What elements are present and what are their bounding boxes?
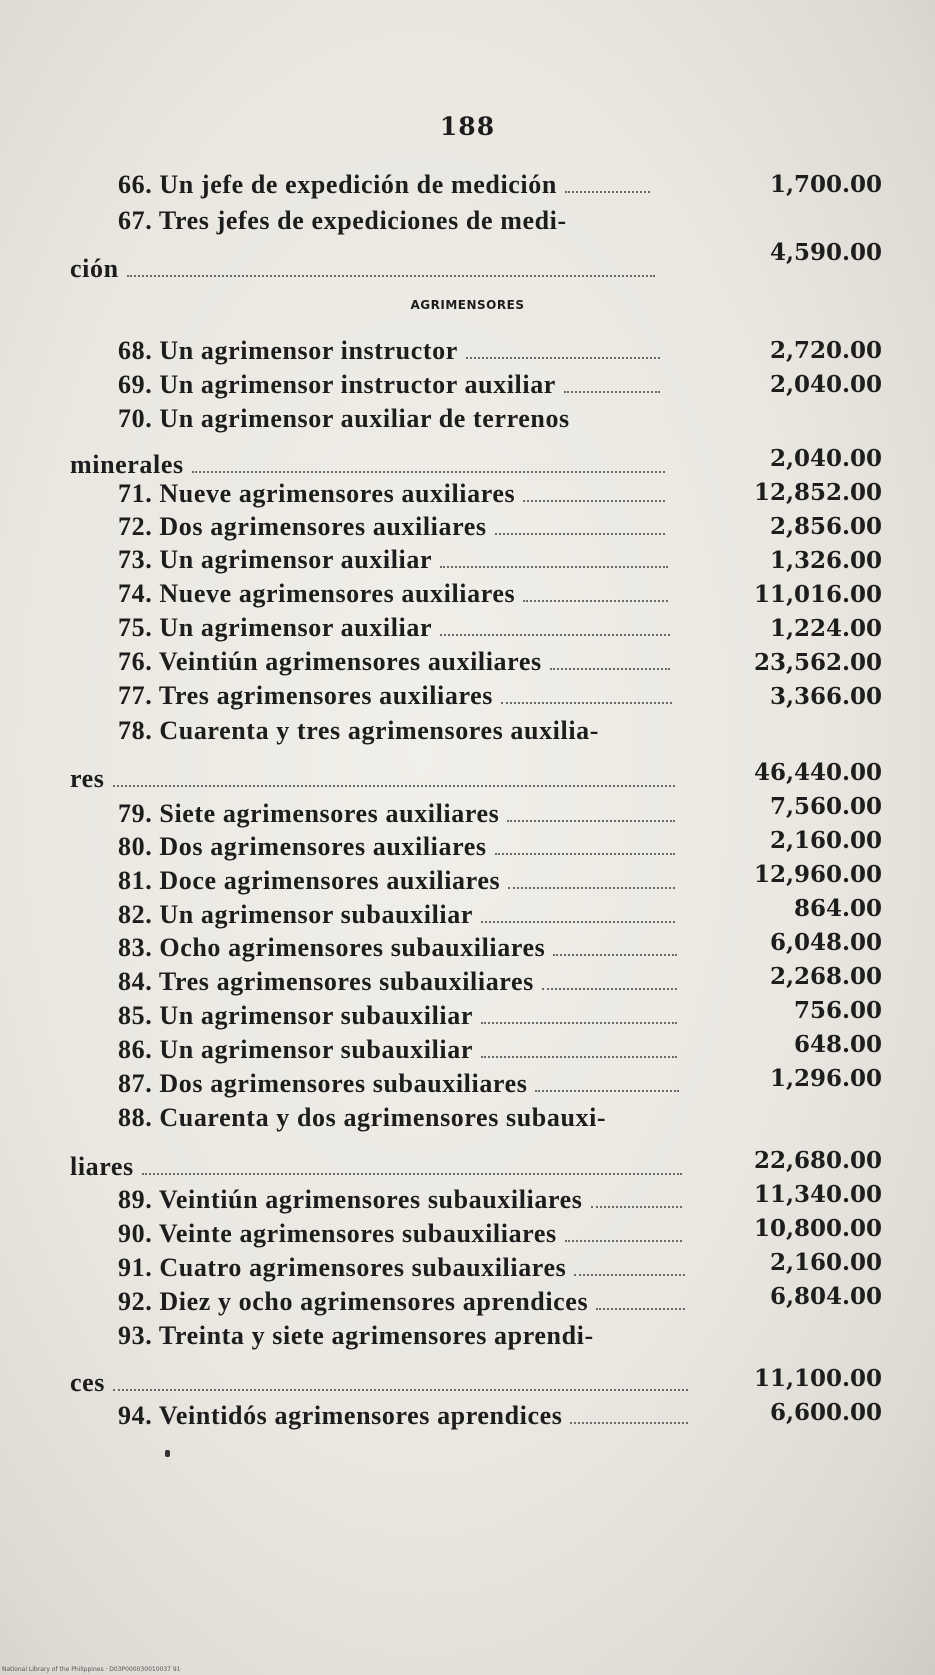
entry-text: 78. Cuarenta y tres agrimensores auxilia- — [118, 716, 600, 745]
entry-text: liares — [70, 1152, 134, 1181]
entry-description — [118, 334, 660, 368]
entry-description — [118, 965, 677, 999]
dot-leader — [142, 1173, 682, 1175]
entry-text: 74. Nueve agrimensores auxiliares — [118, 579, 516, 608]
entry-description-continuation — [70, 1366, 688, 1400]
entry-amount: 1,700.00 — [769, 171, 882, 198]
entry-description — [118, 797, 675, 831]
entry-description — [118, 931, 677, 965]
entry-text: 82. Un agrimensor subauxiliar — [118, 900, 473, 929]
entry-amount: 3,366.00 — [769, 683, 882, 710]
entry-amount: 11,340.00 — [753, 1181, 882, 1208]
dot-leader — [113, 1389, 688, 1391]
entry-amount: 23,562.00 — [753, 649, 882, 676]
entry-amount: 1,326.00 — [769, 547, 882, 574]
entry-text: 87. Dos agrimensores subauxiliares — [118, 1069, 528, 1098]
entry-text: 88. Cuarenta y dos agrimensores subauxi- — [118, 1103, 607, 1132]
dot-leader — [591, 1206, 682, 1208]
entry-text: minerales — [70, 450, 184, 479]
entry-description — [118, 679, 672, 713]
entry-description-continuation — [70, 1150, 682, 1184]
entry-description — [118, 1399, 688, 1433]
entry-amount: 2,160.00 — [769, 827, 882, 854]
dot-leader — [523, 500, 665, 502]
entry-description — [118, 1033, 677, 1067]
entry-amount: 1,224.00 — [769, 615, 882, 642]
entry-amount: 22,680.00 — [753, 1147, 882, 1174]
entry-description — [118, 477, 665, 511]
dot-leader — [565, 1240, 682, 1242]
entry-description — [118, 1319, 594, 1353]
entry-amount: 4,590.00 — [769, 239, 882, 266]
entry-text: 72. Dos agrimensores auxiliares — [118, 512, 487, 541]
dot-leader — [495, 853, 675, 855]
entry-description — [118, 510, 665, 544]
entry-description — [118, 1285, 685, 1319]
entry-amount: 12,852.00 — [753, 479, 882, 506]
dot-leader — [192, 471, 665, 473]
dot-leader — [481, 1022, 677, 1024]
entry-text: 86. Un agrimensor subauxiliar — [118, 1035, 473, 1064]
entry-description — [118, 611, 670, 645]
dot-leader — [481, 921, 675, 923]
dot-leader — [113, 785, 675, 787]
entry-description — [118, 1067, 679, 1101]
entry-text: 91. Cuatro agrimensores subauxiliares — [118, 1253, 567, 1282]
entry-text: ción — [70, 254, 119, 283]
entry-amount: 756.00 — [793, 997, 882, 1024]
entry-amount: 864.00 — [793, 895, 882, 922]
entry-description — [118, 204, 567, 238]
dot-leader — [574, 1274, 685, 1276]
entry-amount: 10,800.00 — [753, 1215, 882, 1242]
entry-description — [118, 645, 670, 679]
entry-text: 69. Un agrimensor instructor auxiliar — [118, 370, 556, 399]
entry-description — [118, 168, 650, 202]
entry-description — [118, 999, 677, 1033]
dot-leader — [564, 391, 660, 393]
entry-text: ces — [70, 1368, 105, 1397]
entry-amount: 2,160.00 — [769, 1249, 882, 1276]
entry-description-continuation — [70, 762, 675, 796]
section-heading: AGRIMENSORES — [410, 298, 525, 312]
entry-amount: 7,560.00 — [769, 793, 882, 820]
entry-amount: 2,040.00 — [769, 371, 882, 398]
entry-amount: 2,856.00 — [769, 513, 882, 540]
entry-description — [118, 714, 599, 748]
dot-leader — [495, 533, 665, 535]
entry-description — [118, 577, 668, 611]
entry-text: 68. Un agrimensor instructor — [118, 336, 458, 365]
dot-leader — [508, 887, 675, 889]
dot-leader — [466, 357, 660, 359]
dot-leader — [596, 1308, 685, 1310]
dot-leader — [550, 668, 670, 670]
entry-text: 81. Doce agrimensores auxiliares — [118, 866, 501, 895]
entry-text: 94. Veintidós agrimensores aprendices — [118, 1401, 563, 1430]
dot-leader — [127, 275, 655, 277]
entry-text: 90. Veinte agrimensores subauxiliares — [118, 1219, 557, 1248]
entry-description — [118, 543, 668, 577]
entry-description — [118, 1251, 685, 1285]
entry-description — [118, 864, 675, 898]
dot-leader — [542, 988, 677, 990]
entry-text: 80. Dos agrimensores auxiliares — [118, 832, 487, 861]
entry-description — [118, 898, 675, 932]
entry-text: 84. Tres agrimensores subauxiliares — [118, 967, 534, 996]
entry-text: 75. Un agrimensor auxiliar — [118, 613, 433, 642]
page-number: 188 — [439, 112, 496, 141]
entry-description — [118, 1101, 606, 1135]
dot-leader — [481, 1056, 677, 1058]
dot-leader — [553, 954, 677, 956]
dot-leader — [507, 820, 675, 822]
entry-text: 66. Un jefe de expedición de medición — [118, 170, 557, 199]
dot-leader — [501, 702, 672, 704]
dot-leader — [570, 1422, 688, 1424]
footer-text: National Library of the Philippines · D03P000030010037 91 — [2, 1666, 181, 1673]
entry-text: 71. Nueve agrimensores auxiliares — [118, 479, 516, 508]
entry-text: res — [70, 764, 105, 793]
dot-leader — [440, 634, 670, 636]
entry-amount: 1,296.00 — [769, 1065, 882, 1092]
entry-text: 92. Diez y ocho agrimensores aprendices — [118, 1287, 589, 1316]
entry-description-continuation — [70, 252, 655, 286]
entry-description — [118, 402, 570, 436]
entry-description — [118, 368, 660, 402]
entry-text: 70. Un agrimensor auxiliar de terrenos — [118, 404, 570, 433]
dot-leader — [440, 566, 668, 568]
entry-text: 83. Ocho agrimensores subauxiliares — [118, 933, 546, 962]
entry-text: 77. Tres agrimensores auxiliares — [118, 681, 493, 710]
entry-amount: 6,048.00 — [769, 929, 882, 956]
entry-amount: 648.00 — [793, 1031, 882, 1058]
entry-text: 93. Treinta y siete agrimensores aprendi- — [118, 1321, 594, 1350]
ink-dot — [165, 1450, 170, 1457]
entry-amount: 6,600.00 — [769, 1399, 882, 1426]
dot-leader — [535, 1090, 679, 1092]
entry-description — [118, 1217, 682, 1251]
dot-leader — [565, 191, 650, 193]
entry-amount: 46,440.00 — [753, 759, 882, 786]
entry-description — [118, 830, 675, 864]
entry-text: 76. Veintiún agrimensores auxiliares — [118, 647, 542, 676]
entry-text: 79. Siete agrimensores auxiliares — [118, 799, 500, 828]
entry-amount: 2,268.00 — [769, 963, 882, 990]
dot-leader — [523, 600, 668, 602]
entry-text: 73. Un agrimensor auxiliar — [118, 545, 433, 574]
entry-description — [118, 1183, 682, 1217]
entry-amount: 2,040.00 — [769, 445, 882, 472]
entry-amount: 11,100.00 — [753, 1365, 882, 1392]
entry-amount: 6,804.00 — [769, 1283, 882, 1310]
entry-amount: 2,720.00 — [769, 337, 882, 364]
entry-text: 89. Veintiún agrimensores subauxiliares — [118, 1185, 583, 1214]
entry-amount: 12,960.00 — [753, 861, 882, 888]
entry-amount: 11,016.00 — [753, 581, 882, 608]
entry-text: 67. Tres jefes de expediciones de medi- — [118, 206, 567, 235]
entry-text: 85. Un agrimensor subauxiliar — [118, 1001, 473, 1030]
